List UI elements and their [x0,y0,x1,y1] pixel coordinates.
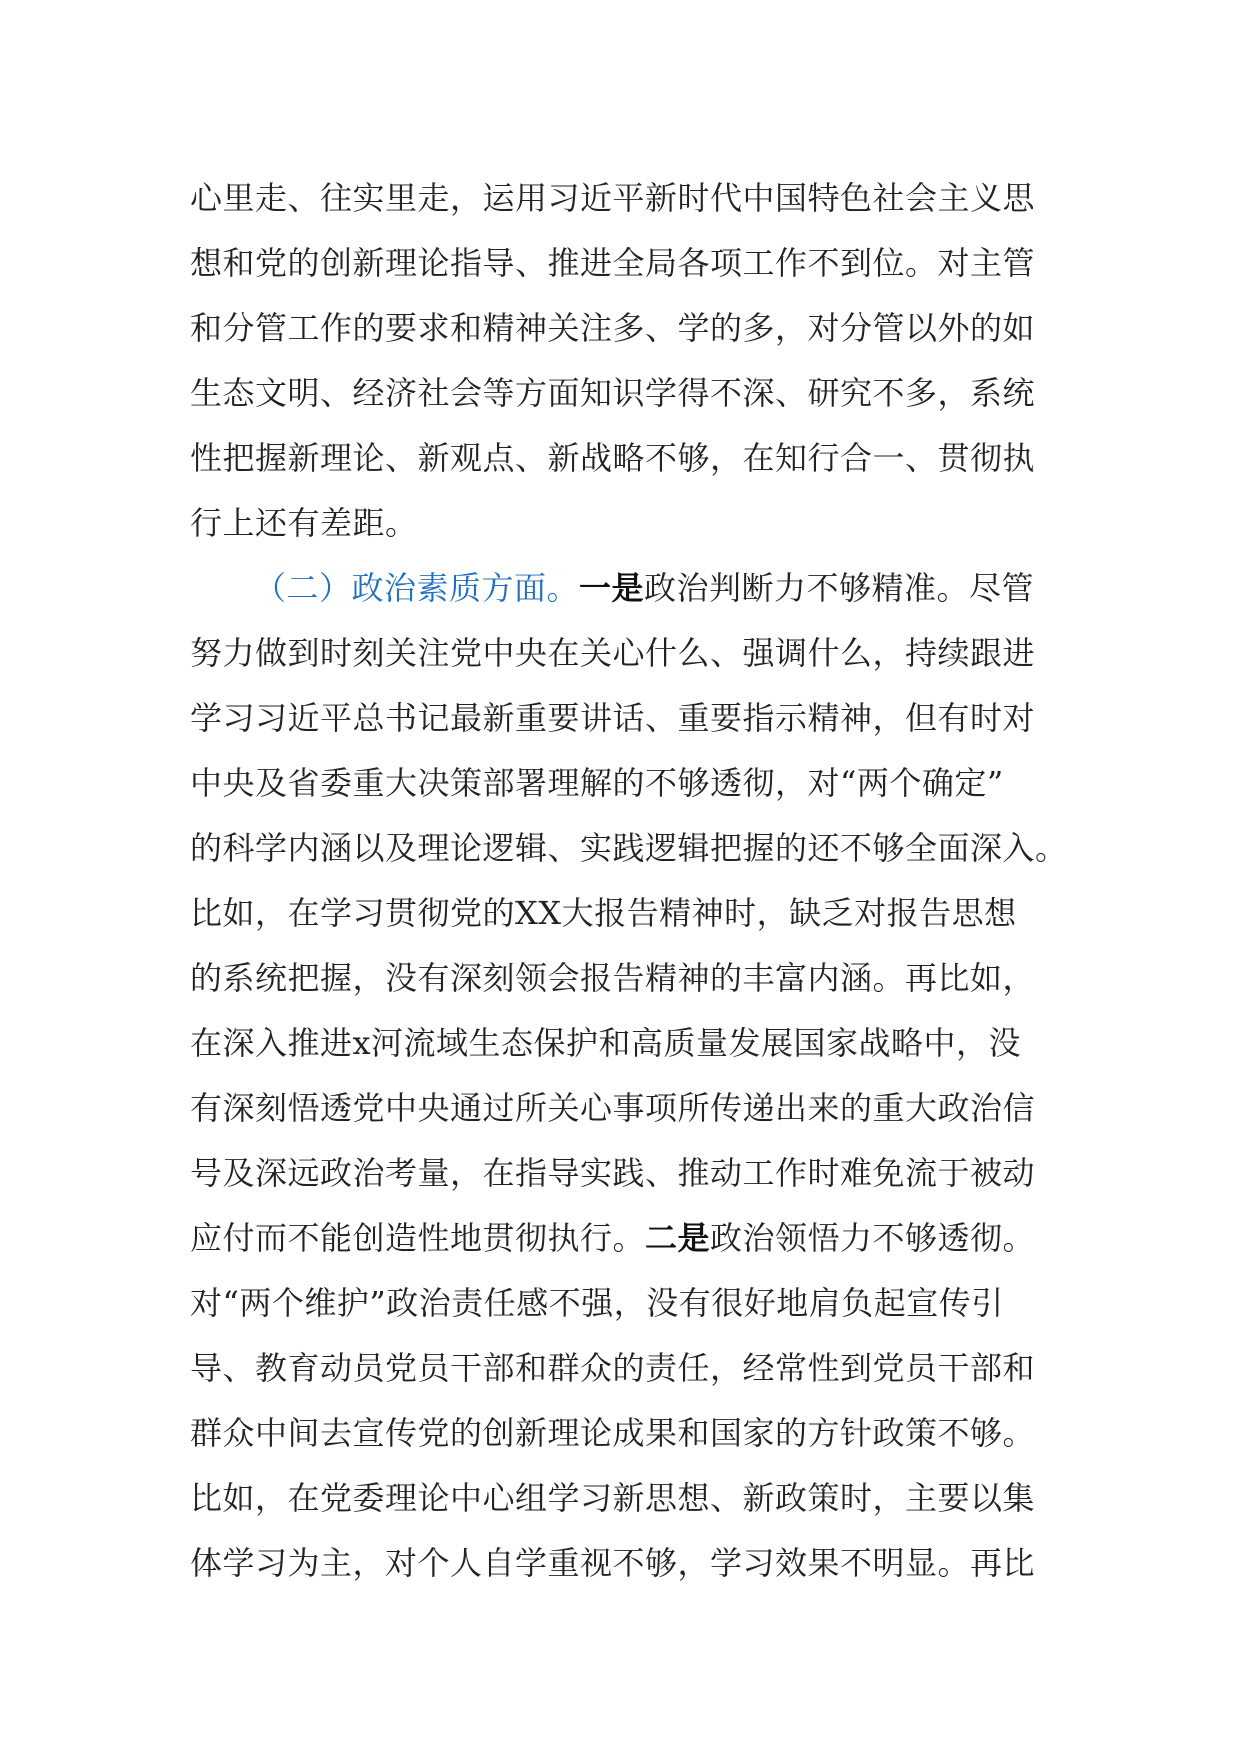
body-line: 在深入推进x河流域生态保护和高质量发展国家战略中，没 [190,1024,1022,1062]
body-line: 和分管工作的要求和精神关注多、学的多，对分管以外的如 [190,309,1036,347]
paragraph-first-line [254,555,1034,621]
point-label-1: 一是 [579,569,645,607]
body-line: 中央及省委重大决策部署理解的不够透彻，对“两个确定” [190,764,1004,802]
body-line: 生态文明、经济社会等方面知识学得不深、研究不多，系统 [190,374,1036,412]
body-line: 想和党的创新理论指导、推进全局各项工作不到位。对主管 [190,244,1036,282]
body-text-inline: 政治判断力不够精准。尽管 [644,569,1035,607]
body-line: 有深刻悟透党中央通过所关心事项所传递出来的重大政治信 [190,1089,1036,1127]
body-line: 对“两个维护”政治责任感不强，没有很好地肩负起宣传引 [190,1284,1004,1322]
point-label-2: 二是 [645,1219,711,1257]
section-heading: （二）政治素质方面。 [254,569,580,607]
body-text-inline: 应付而不能创造性地贯彻执行。 [190,1219,646,1257]
body-line: 的系统把握，没有深刻领会报告精神的丰富内涵。再比如， [190,959,1036,997]
body-line: 性把握新理论、新观点、新战略不够，在知行合一、贯彻执 [190,439,1036,477]
body-line: 比如，在党委理论中心组学习新思想、新政策时，主要以集 [190,1479,1036,1517]
body-line: 学习习近平总书记最新重要讲话、重要指示精神，但有时对 [190,699,1036,737]
body-line: 群众中间去宣传党的创新理论成果和国家的方针政策不够。 [190,1414,1036,1452]
body-line: 体学习为主，对个人自学重视不够，学习效果不明显。再比 [190,1544,1036,1582]
body-line: 导、教育动员党员干部和群众的责任，经常性到党员干部和 [190,1349,1036,1387]
body-line: 的科学内涵以及理论逻辑、实践逻辑把握的还不够全面深入。 [190,829,1068,867]
body-text-inline: 政治领悟力不够透彻。 [710,1219,1036,1257]
body-line: 努力做到时刻关注党中央在关心什么、强调什么，持续跟进 [190,634,1036,672]
body-line: 心里走、往实里走，运用习近平新时代中国特色社会主义思 [190,179,1036,217]
body-line-with-point [190,1205,1035,1271]
body-line: 比如，在学习贯彻党的XX大报告精神时，缺乏对报告思想 [190,894,1017,932]
body-line: 号及深远政治考量，在指导实践、推动工作时难免流于被动 [190,1154,1036,1192]
body-line: 行上还有差距。 [190,504,418,542]
